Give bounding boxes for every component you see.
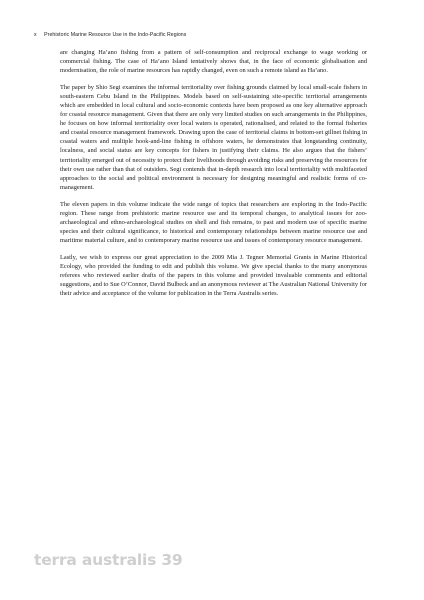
paragraph: The paper by Shio Segi examines the informal territoriality over fishing grounds claimed by local small-scale fishers in south-eastern Cebu Island in the Philippines. Models based on self-sustaining site-specific territorial arrangements which are embedded in local cultural and socio-economic contexts have been proposed as one key alternative approach for coastal resource management. Given that there are only very limited studies on such arrangements in the Philippines, he focuses on how informal territoriality over local waters is operated, rationalised, and related to the formal fisheries and coastal resource management framework. Drawing upon the case of territorial claims in bottom-set gillnet fishing in coastal waters and multiple hook-and-line fishing in offshore waters, he demonstrates that longstanding continuity, localness, and social status are key concepts for fishers in justifying their claims. He also argues that the fishers’ territoriality emerged out of necessity to protect their livelihoods through avoiding risks and preserving the resources for their own use rather than that of outsiders. Segi contends that in-depth research into local territoriality with multifaceted approaches to the social and political environment is necessary for designing meaningful and realistic forms of co-management. bbox=[60, 84, 367, 191]
paragraph: Lastly, we wish to express our great appreciation to the 2009 Mia J. Tegner Memorial Grants in Marine Historical Ecology, who provided the funding to edit and publish this volume. We give special thanks to the many anonymous referees who reviewed earlier drafts of the papers in this volume and provided invaluable comments and editorial suggestions, and to Sue O’Connor, David Bulbeck and an anonymous reviewer at The Australian National University for their advice and acceptance of the volume for publication in the Terra Australis series. bbox=[60, 253, 367, 298]
running-header bbox=[34, 32, 186, 38]
paragraph: The eleven papers in this volume indicate the wide range of topics that researchers are exploring in the Indo-Pacific region. These range from prehistoric marine resource use and its temporal changes, to analytical issues for zoo-archaeological and ethno-archaeological studies on shell and fish remains, to past and modern use of specific marine species and their cultural significance, to historical and contemporary relationships between marine resource use and maritime material culture, and to contemporary marine resource use and issues of contemporary resource management. bbox=[60, 200, 367, 244]
running-title: Prehistoric Marine Resource Use in the Indo-Pacific Regions bbox=[44, 32, 187, 38]
series-footer: terra australis 39 bbox=[34, 551, 183, 569]
paragraph: are changing Ha’ano fishing from a pattern of self-consumption and reciprocal exchange to wage working or commercial fishing. The case of Ha’ano Island tentatively shows that, in the face of economic globalisation and modernisation, the role of marine resources has rapidly changed, even on such a remote island as Ha’ano. bbox=[60, 49, 367, 75]
page-number: x bbox=[34, 32, 37, 38]
body-text bbox=[60, 48, 367, 306]
